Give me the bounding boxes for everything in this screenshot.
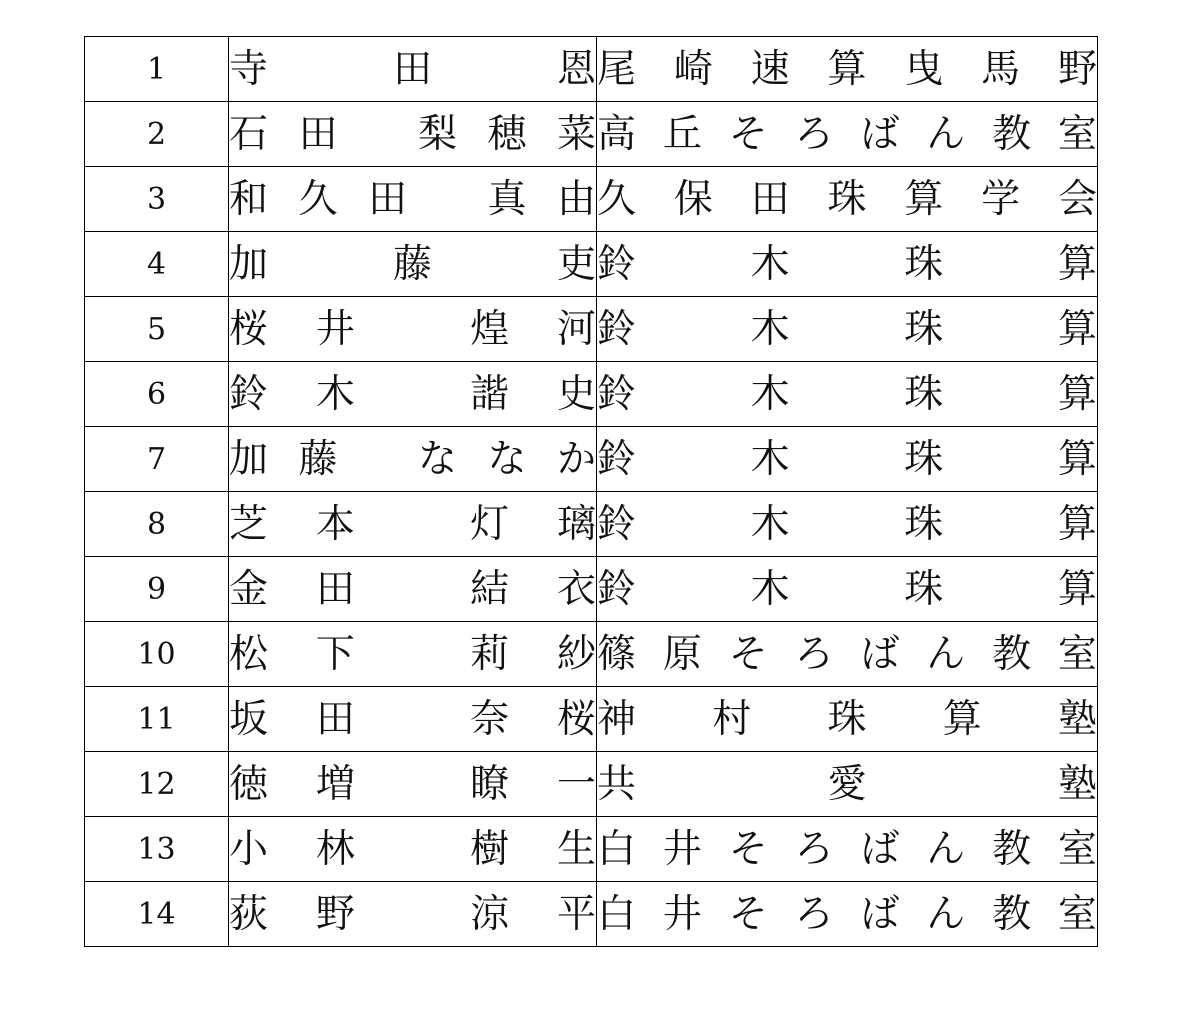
char: 鈴 xyxy=(597,436,637,482)
school-name xyxy=(597,696,1097,742)
char: 生 xyxy=(556,826,596,872)
char: 灯 xyxy=(470,501,510,547)
table-row xyxy=(85,102,1098,167)
char-gap xyxy=(991,505,1011,544)
char: 増 xyxy=(315,761,355,807)
participant-name-cell xyxy=(229,622,597,687)
char: 篠 xyxy=(597,631,637,677)
char-gap xyxy=(485,50,505,89)
participant-name-cell xyxy=(229,232,597,297)
char-gap xyxy=(684,375,704,414)
char-gap xyxy=(403,505,423,544)
char: 会 xyxy=(1057,176,1097,222)
participant-name xyxy=(229,111,596,157)
char-gap xyxy=(952,765,972,804)
char-gap xyxy=(664,700,684,739)
char-gap xyxy=(837,310,857,349)
school-name xyxy=(597,761,1097,807)
char: 加 xyxy=(229,436,269,482)
char: 井 xyxy=(662,891,702,937)
school-name-cell xyxy=(597,297,1098,362)
participant-name xyxy=(229,176,596,222)
participant-name-cell xyxy=(229,687,597,752)
char: そ xyxy=(728,111,768,157)
char-gap xyxy=(403,830,423,869)
entry-number: 6 xyxy=(85,362,229,427)
char: 桜 xyxy=(229,306,269,352)
char: な xyxy=(417,436,457,482)
char-gap xyxy=(991,245,1011,284)
char: ば xyxy=(860,826,900,872)
school-name xyxy=(597,501,1097,547)
char-gap xyxy=(321,245,341,284)
table-row xyxy=(85,817,1098,882)
entry-number: 2 xyxy=(85,102,229,167)
char: 恩 xyxy=(556,46,596,92)
char: ん xyxy=(926,891,966,937)
entry-number: 10 xyxy=(85,622,229,687)
char: 史 xyxy=(556,371,596,417)
participant-name-cell xyxy=(229,362,597,427)
participant-name xyxy=(229,46,596,92)
char: 高 xyxy=(597,111,637,157)
char: 珠 xyxy=(827,176,867,222)
char: 小 xyxy=(229,826,269,872)
char: 算 xyxy=(1057,241,1097,287)
char-gap xyxy=(438,180,458,219)
char: 穂 xyxy=(487,111,527,157)
char: ん xyxy=(926,631,966,677)
table-row xyxy=(85,492,1098,557)
char: 鈴 xyxy=(597,371,637,417)
char: 田 xyxy=(298,111,338,157)
table-row xyxy=(85,297,1098,362)
school-name xyxy=(597,891,1097,937)
char-gap xyxy=(684,310,704,349)
entry-number: 14 xyxy=(85,882,229,947)
participant-name xyxy=(229,371,596,417)
char: 一 xyxy=(556,761,596,807)
table-row xyxy=(85,427,1098,492)
char-gap xyxy=(684,245,704,284)
char: 衣 xyxy=(556,566,596,612)
school-name-cell xyxy=(597,557,1098,622)
school-name xyxy=(597,176,1097,222)
char-gap xyxy=(368,440,388,479)
char: 速 xyxy=(750,46,790,92)
char: 室 xyxy=(1057,891,1097,937)
char-gap xyxy=(895,700,915,739)
char: 神 xyxy=(597,696,637,742)
char: 共 xyxy=(597,761,637,807)
table-row xyxy=(85,37,1098,102)
school-name-cell xyxy=(597,882,1098,947)
school-name xyxy=(597,631,1097,677)
char: な xyxy=(487,436,527,482)
char: 室 xyxy=(1057,111,1097,157)
char-gap xyxy=(991,440,1011,479)
participant-name-cell xyxy=(229,102,597,167)
char: 本 xyxy=(315,501,355,547)
char: 丘 xyxy=(662,111,702,157)
char: 教 xyxy=(992,891,1032,937)
char: 学 xyxy=(981,176,1021,222)
char-gap xyxy=(837,440,857,479)
char: 瞭 xyxy=(470,761,510,807)
table-row xyxy=(85,622,1098,687)
char: 木 xyxy=(750,436,790,482)
school-name-cell xyxy=(597,232,1098,297)
participant-name-cell xyxy=(229,297,597,362)
char-gap xyxy=(722,765,742,804)
char-gap xyxy=(321,50,341,89)
school-name-cell xyxy=(597,622,1098,687)
char: 徳 xyxy=(229,761,269,807)
char: 和 xyxy=(229,176,269,222)
participant-name-cell xyxy=(229,492,597,557)
char: 田 xyxy=(315,696,355,742)
school-name-cell xyxy=(597,102,1098,167)
char: 曳 xyxy=(904,46,944,92)
char-gap xyxy=(991,375,1011,414)
participant-name xyxy=(229,826,596,872)
char: 吏 xyxy=(556,241,596,287)
char: 河 xyxy=(556,306,596,352)
char: 算 xyxy=(1057,371,1097,417)
char: か xyxy=(556,436,596,482)
char: 馬 xyxy=(981,46,1021,92)
entry-number: 13 xyxy=(85,817,229,882)
char: 藤 xyxy=(392,241,432,287)
char: 平 xyxy=(556,891,596,937)
char: 算 xyxy=(942,696,982,742)
char-gap xyxy=(780,700,800,739)
char: 下 xyxy=(315,631,355,677)
char-gap xyxy=(837,505,857,544)
char: ろ xyxy=(794,111,834,157)
char-gap xyxy=(368,115,388,154)
char: 寺 xyxy=(229,46,269,92)
char-gap xyxy=(837,245,857,284)
char-gap xyxy=(403,310,423,349)
participant-name xyxy=(229,501,596,547)
participant-name xyxy=(229,306,596,352)
char: 紗 xyxy=(556,631,596,677)
participant-name-cell xyxy=(229,882,597,947)
char: 桜 xyxy=(556,696,596,742)
table-row xyxy=(85,557,1098,622)
char-gap xyxy=(991,570,1011,609)
school-name-cell xyxy=(597,817,1098,882)
char: 久 xyxy=(298,176,338,222)
char: ば xyxy=(860,891,900,937)
char: 真 xyxy=(487,176,527,222)
char: 諧 xyxy=(470,371,510,417)
char: 塾 xyxy=(1057,696,1097,742)
table-body xyxy=(85,37,1098,947)
char: 莉 xyxy=(470,631,510,677)
char-gap xyxy=(684,570,704,609)
school-name-cell xyxy=(597,167,1098,232)
char: 珠 xyxy=(904,501,944,547)
char: 坂 xyxy=(229,696,269,742)
school-name xyxy=(597,436,1097,482)
entry-number: 4 xyxy=(85,232,229,297)
char: 尾 xyxy=(597,46,637,92)
entry-number: 8 xyxy=(85,492,229,557)
char: 鈴 xyxy=(229,371,269,417)
school-name xyxy=(597,371,1097,417)
char: 崎 xyxy=(673,46,713,92)
char: ろ xyxy=(794,826,834,872)
char: ん xyxy=(926,111,966,157)
table-row xyxy=(85,687,1098,752)
participant-name xyxy=(229,241,596,287)
char: 珠 xyxy=(904,371,944,417)
char: 珠 xyxy=(904,241,944,287)
char: 石 xyxy=(229,111,269,157)
char-gap xyxy=(837,375,857,414)
participant-name xyxy=(229,436,596,482)
entry-number: 11 xyxy=(85,687,229,752)
table-row xyxy=(85,362,1098,427)
char: 木 xyxy=(750,501,790,547)
char: 木 xyxy=(750,566,790,612)
char: 愛 xyxy=(827,761,867,807)
char: 村 xyxy=(712,696,752,742)
char: ん xyxy=(926,826,966,872)
school-name xyxy=(597,306,1097,352)
char: 鈴 xyxy=(597,306,637,352)
char: 藤 xyxy=(298,436,338,482)
school-name xyxy=(597,241,1097,287)
entry-number: 5 xyxy=(85,297,229,362)
participant-name-cell xyxy=(229,427,597,492)
participant-name-cell xyxy=(229,752,597,817)
char-gap xyxy=(684,440,704,479)
char: 野 xyxy=(315,891,355,937)
char: そ xyxy=(728,826,768,872)
char: 算 xyxy=(827,46,867,92)
char: 松 xyxy=(229,631,269,677)
char: 結 xyxy=(470,566,510,612)
char: 木 xyxy=(315,371,355,417)
char: 鈴 xyxy=(597,241,637,287)
char: 塾 xyxy=(1057,761,1097,807)
char: 田 xyxy=(750,176,790,222)
char-gap xyxy=(403,570,423,609)
char: 煌 xyxy=(470,306,510,352)
char: 璃 xyxy=(556,501,596,547)
table-row xyxy=(85,232,1098,297)
char: 鈴 xyxy=(597,501,637,547)
participant-name xyxy=(229,891,596,937)
char: 室 xyxy=(1057,826,1097,872)
participant-table xyxy=(84,36,1098,947)
char: ろ xyxy=(794,891,834,937)
char: 珠 xyxy=(827,696,867,742)
table-row xyxy=(85,167,1098,232)
char: 木 xyxy=(750,306,790,352)
char: ろ xyxy=(794,631,834,677)
school-name xyxy=(597,111,1097,157)
table-row xyxy=(85,882,1098,947)
char: 井 xyxy=(662,826,702,872)
school-name-cell xyxy=(597,362,1098,427)
entry-number: 7 xyxy=(85,427,229,492)
participant-name-cell xyxy=(229,37,597,102)
char: そ xyxy=(728,891,768,937)
school-name xyxy=(597,46,1097,92)
char: 樹 xyxy=(470,826,510,872)
school-name-cell xyxy=(597,687,1098,752)
char: 算 xyxy=(1057,436,1097,482)
participant-name xyxy=(229,761,596,807)
char: 加 xyxy=(229,241,269,287)
entry-number: 1 xyxy=(85,37,229,102)
char: 教 xyxy=(992,631,1032,677)
char-gap xyxy=(403,700,423,739)
char: 珠 xyxy=(904,306,944,352)
participant-name-cell xyxy=(229,557,597,622)
char-gap xyxy=(837,570,857,609)
char: 原 xyxy=(662,631,702,677)
char: 荻 xyxy=(229,891,269,937)
entry-number: 3 xyxy=(85,167,229,232)
char-gap xyxy=(991,310,1011,349)
char: 白 xyxy=(597,826,637,872)
table-row xyxy=(85,752,1098,817)
school-name xyxy=(597,826,1097,872)
char: 白 xyxy=(597,891,637,937)
entry-number: 9 xyxy=(85,557,229,622)
char-gap xyxy=(403,895,423,934)
char: 算 xyxy=(1057,306,1097,352)
char-gap xyxy=(1010,700,1030,739)
school-name xyxy=(597,566,1097,612)
char: 金 xyxy=(229,566,269,612)
char: そ xyxy=(728,631,768,677)
char: 珠 xyxy=(904,566,944,612)
char: 由 xyxy=(556,176,596,222)
char-gap xyxy=(485,245,505,284)
char: 田 xyxy=(315,566,355,612)
char: 井 xyxy=(315,306,355,352)
char: 木 xyxy=(750,371,790,417)
char: 梨 xyxy=(417,111,457,157)
char-gap xyxy=(403,765,423,804)
char: 奈 xyxy=(470,696,510,742)
char: 林 xyxy=(315,826,355,872)
participant-name xyxy=(229,566,596,612)
char: 久 xyxy=(597,176,637,222)
char: 田 xyxy=(368,176,408,222)
char: 野 xyxy=(1057,46,1097,92)
school-name-cell xyxy=(597,37,1098,102)
char: 室 xyxy=(1057,631,1097,677)
char-gap xyxy=(403,635,423,674)
char: 算 xyxy=(1057,566,1097,612)
char: 芝 xyxy=(229,501,269,547)
char: 算 xyxy=(904,176,944,222)
participant-name xyxy=(229,631,596,677)
char-gap xyxy=(403,375,423,414)
char: 田 xyxy=(392,46,432,92)
participant-name-cell xyxy=(229,817,597,882)
char: 珠 xyxy=(904,436,944,482)
char: 保 xyxy=(673,176,713,222)
participant-name-cell xyxy=(229,167,597,232)
char: 教 xyxy=(992,826,1032,872)
char: 菜 xyxy=(556,111,596,157)
char-gap xyxy=(684,505,704,544)
school-name-cell xyxy=(597,492,1098,557)
char: 涼 xyxy=(470,891,510,937)
char: 算 xyxy=(1057,501,1097,547)
char: ば xyxy=(860,111,900,157)
char: 教 xyxy=(992,111,1032,157)
char: ば xyxy=(860,631,900,677)
school-name-cell xyxy=(597,752,1098,817)
entry-number: 12 xyxy=(85,752,229,817)
school-name-cell xyxy=(597,427,1098,492)
char: 鈴 xyxy=(597,566,637,612)
char: 木 xyxy=(750,241,790,287)
participant-name xyxy=(229,696,596,742)
